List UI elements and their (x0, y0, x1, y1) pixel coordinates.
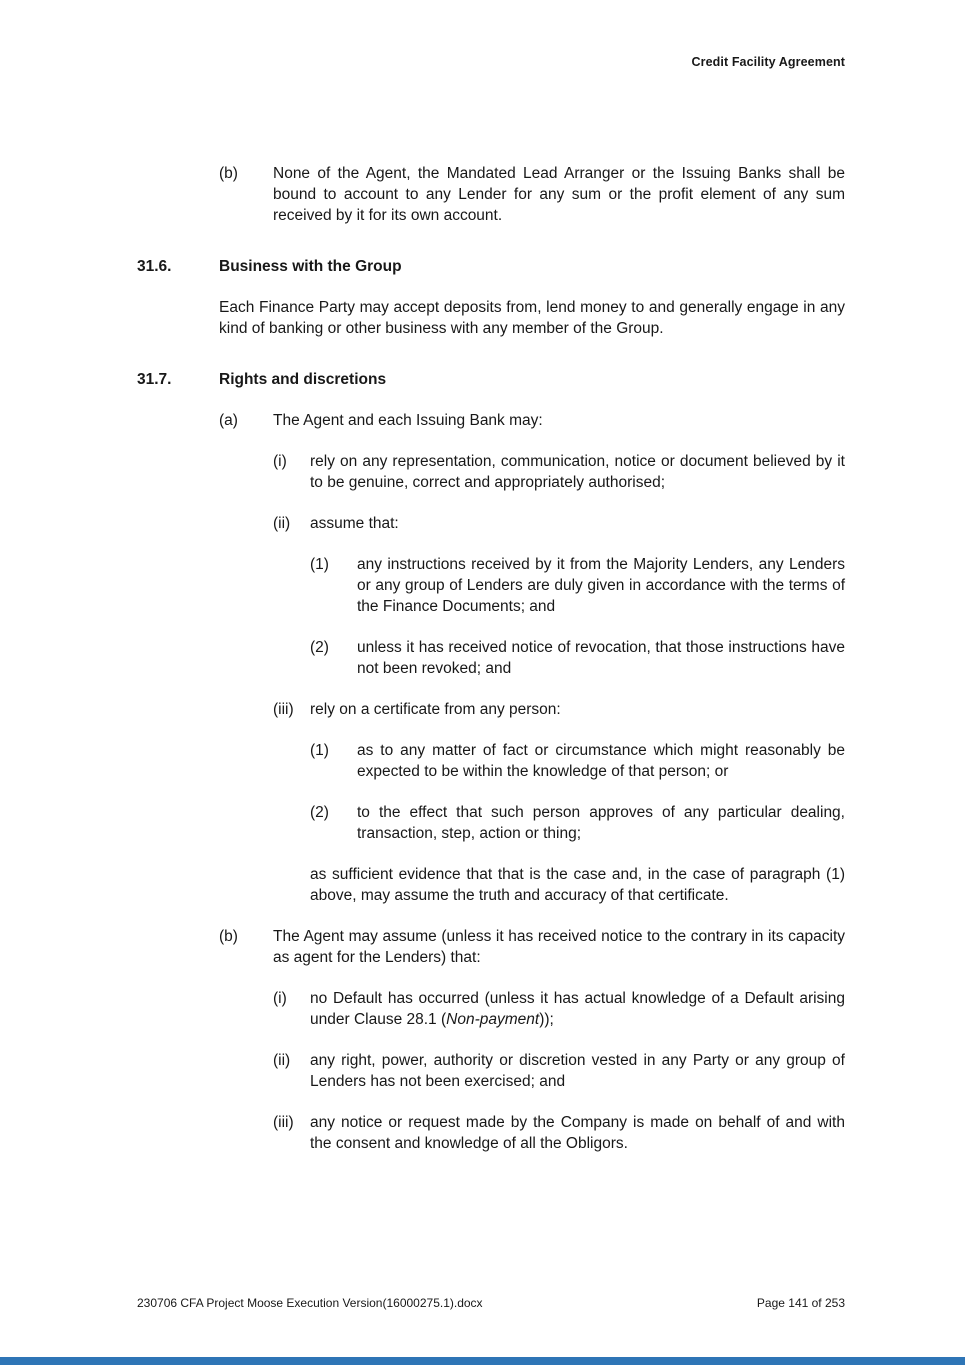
paragraph-text: The Agent and each Issuing Bank may: (273, 412, 543, 429)
bottom-edge-bar (0, 1357, 965, 1365)
list-marker: (1) (310, 556, 329, 573)
paragraph-b-agent-assume (137, 926, 845, 968)
list-marker: (2) (310, 639, 329, 656)
paragraph-b-i (137, 988, 845, 1030)
paragraph-b-iii (137, 1112, 845, 1154)
paragraph-text: any instructions received by it from the Majority Lenders, any Lenders or any group of Lenders are duly given in accordance with the terms of the Finance Documents; and (357, 556, 845, 615)
paragraph-text: rely on a certificate from any person: (310, 701, 561, 718)
paragraph-text: as to any matter of fact or circumstance which might reasonably be expected to be within the knowledge of that person; or (357, 742, 845, 780)
clause-heading-title: Business with the Group (219, 258, 402, 275)
paragraph-text: The Agent may assume (unless it has received notice to the contrary in its capacity as agent for the Lenders) that: (273, 928, 845, 966)
paragraph-text: assume that: (310, 515, 399, 532)
list-marker: (2) (310, 804, 329, 821)
clause-number: 31.6. (137, 258, 172, 275)
list-marker: (iii) (273, 1114, 294, 1131)
list-marker: (i) (273, 990, 287, 1007)
paragraph-a-ii (137, 513, 845, 534)
paragraph-a-agent-may (137, 410, 845, 431)
list-marker: (1) (310, 742, 329, 759)
paragraph-a-ii-2 (137, 637, 845, 679)
footer-filename: 230706 CFA Project Moose Execution Version(16000275.1).docx (137, 1296, 483, 1310)
paragraph-a-ii-1 (137, 554, 845, 617)
footer-page-number: Page 141 of 253 (756, 1296, 845, 1310)
clause-number: 31.7. (137, 371, 172, 388)
clause-heading-31-7 (137, 369, 845, 390)
paragraph-b-ii (137, 1050, 845, 1092)
header-title: Credit Facility Agreement (691, 55, 845, 69)
paragraph-text: no Default has occurred (unless it has actual knowledge of a Default arising under Clause 28.1 (Non-payment)); (310, 990, 845, 1028)
clause-heading-title: Rights and discretions (219, 371, 387, 388)
paragraph-b-account (137, 163, 845, 226)
paragraph-a-iii-1 (137, 740, 845, 782)
paragraph-text: as sufficient evidence that that is the case and, in the case of paragraph (1) above, may assume the truth and accuracy of that certificate. (310, 866, 845, 904)
paragraph-text: any notice or request made by the Company is made on behalf of and with the consent and knowledge of all the Obligors. (310, 1114, 845, 1152)
clause-heading-31-6 (137, 256, 845, 277)
paragraph-text: to the effect that such person approves of any particular dealing, transaction, step, action or thing; (357, 804, 845, 842)
page-header (137, 55, 845, 69)
paragraph-a-iii-continuation (137, 864, 845, 906)
paragraph-a-iii (137, 699, 845, 720)
paragraph-text: unless it has received notice of revocation, that those instructions have not been revoked; and (357, 639, 845, 677)
list-marker: (b) (219, 165, 238, 182)
list-marker: (b) (219, 928, 238, 945)
paragraph-business-with-group (137, 297, 845, 339)
page-footer (137, 1296, 845, 1310)
paragraph-a-iii-2 (137, 802, 845, 844)
paragraph-text: rely on any representation, communication, notice or document believed by it to be genuine, correct and appropriately authorised; (310, 453, 845, 491)
list-marker: (i) (273, 453, 287, 470)
list-marker: (iii) (273, 701, 294, 718)
paragraph-text: None of the Agent, the Mandated Lead Arranger or the Issuing Banks shall be bound to account to any Lender for any sum or the profit element of any sum received by it for its own account. (273, 165, 845, 224)
list-marker: (ii) (273, 515, 291, 532)
paragraph-a-i (137, 451, 845, 493)
document-body (137, 163, 845, 1174)
list-marker: (a) (219, 412, 238, 429)
paragraph-text: Each Finance Party may accept deposits from, lend money to and generally engage in any kind of banking or other business with any member of the Group. (219, 299, 845, 337)
list-marker: (ii) (273, 1052, 291, 1069)
paragraph-text: any right, power, authority or discretion vested in any Party or any group of Lenders has not been exercised; and (310, 1052, 845, 1090)
